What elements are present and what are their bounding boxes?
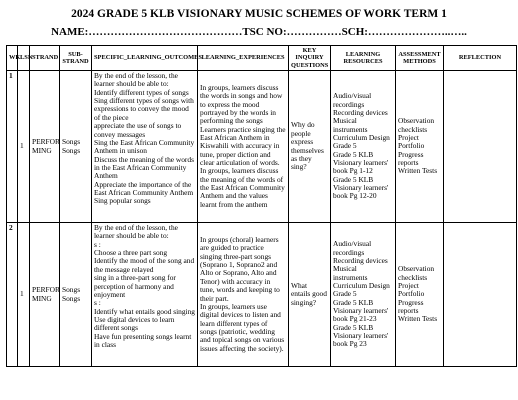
outcome-line: appreciate the use of songs to convey messages [94,121,182,139]
outcome-line: s : [94,239,101,249]
header-row [7,46,517,71]
assessment-line: Project [398,132,419,142]
assessment-line: Project [398,280,419,290]
header-outcomes: SPECIFIC_LEARNING_OUTCOMES [92,46,198,71]
outcome-line: By the end of the lesson, the learner should be able to: [94,223,178,241]
outcome-line: Sing popular songs [94,196,151,206]
outcome-line: Sing the East African Community Anthem in unison [94,137,195,156]
header-experiences: LEARNING_EXPERIENCES [198,46,289,71]
week-cell: 1 [7,71,18,223]
assessment-line: Observation checklists [398,116,435,134]
outcomes-cell [92,223,198,367]
experiences-cell [198,71,289,223]
resource-line: Musical instruments [333,116,368,134]
experience-line: Learners practice singing the East African Anthem in Kiswahili with accuracy in tune, proper diction and clear articulation of words. [200,124,286,168]
header-wk: WK [7,46,18,71]
experience-line: In groups, learners use digital devices to listen and learn different types of songs (patriotic, wedding and topical songs on various issues affecting the society). [200,301,285,353]
outcome-line: Sing different types of songs with expressions to convey the mood of the piece [94,96,194,122]
sub-strand-cell: Songs Songs [60,71,92,223]
document-title: 2024 GRADE 5 KLB VISIONARY MUSIC SCHEMES OF WORK TERM 1 [71,8,447,20]
week-cell: 2 [7,223,18,367]
resources-cell [331,223,396,367]
assessment-line: Written Tests [398,166,438,176]
header-key-questions: KEY INQUIRY QUESTIONS [289,46,331,71]
resource-line: Grade 5 KLB Visionary learners' book Pg 12-20 [333,174,389,201]
outcome-line: Discuss the meaning of the words in the East African Community Anthem [94,154,194,181]
table-row [7,223,517,367]
assessment-cell [396,223,444,367]
outcome-line: Use digital devices to learn different songs [94,314,175,333]
resource-line: Audio/visual recordings [333,91,372,109]
assessment-line: Written Tests [398,314,438,324]
lesson-cell: 1 [18,223,30,367]
resource-line: Curriculum Design Grade 5 [333,280,390,299]
key-question-cell: What entails good singing? [289,223,331,367]
assessment-line: Portfolio [398,141,425,151]
reflection-cell[interactable] [444,71,517,223]
outcome-line: Identify different types of songs [94,87,189,97]
resource-line: Grade 5 KLB Visionary learners' book Pg 21-23 [333,297,389,324]
resources-cell [331,71,396,223]
assessment-line: Observation checklists [398,264,435,282]
assessment-cell [396,71,444,223]
outcome-line: Identify what entails good singing [94,306,195,316]
header-assessment: ASSESSMENT METHODS [396,46,444,71]
outcome-line: By the end of the lesson, the learner should be able to: [94,71,178,89]
lesson-cell: 1 [18,71,30,223]
teacher-details-line: NAME:……………………………………TSC NO:……………SCH:…………………..….. [51,26,467,38]
outcome-line: Have fun presenting songs learnt in class [94,331,192,350]
outcome-line: Appreciate the importance of the East African Community Anthem [94,179,194,198]
scheme-table [6,45,517,367]
resource-line: Audio/visual recordings [333,239,372,257]
strand-cell: PERFOR MING [30,223,60,367]
resource-line: Grade 5 KLB Visionary learners' book Pg 23 [333,322,389,349]
experiences-cell [198,223,289,367]
resource-line: Recording devices [333,107,388,117]
experience-line: In groups, learners discuss the words in songs and how to express the mood portrayed by the words in performing the songs [200,82,283,126]
assessment-line: Progress reports [398,149,424,168]
header-reflection: REFLECTION [444,46,517,71]
resource-line: Musical instruments [333,264,368,282]
outcome-line: sing in a three-part song for perception of harmony and enjoyment [94,273,176,299]
resource-line: Grade 5 KLB Visionary learners' book Pg 1-12 [333,149,389,176]
header-strand: STRAND [30,46,60,71]
key-question-cell: Why do people express themselves as they sing? [289,71,331,223]
outcomes-cell [92,71,198,223]
header-lsn: LSN [18,46,30,71]
outcome-line: s : [94,298,101,308]
outcome-line: Identify the mood of the song and the message relayed [94,256,195,274]
strand-cell: PERFOR MING [30,71,60,223]
assessment-line: Portfolio [398,289,425,299]
header-resources: LEARNING RESOURCES [331,46,396,71]
outcome-line: Choose a three part song [94,248,168,258]
header-sub-strand: SUB-STRAND [60,46,92,71]
resource-line: Recording devices [333,255,388,265]
reflection-cell[interactable] [444,223,517,367]
experience-line: In groups (choral) learners are guided to practice singing three-part songs (Soprano 1, Soprano2 and Alto or Soprano, Alto and Tenor) with accuracy in tune, words and keeping to their part. [200,234,280,303]
assessment-line: Progress reports [398,297,424,316]
sub-strand-cell: Songs Songs [60,223,92,367]
resource-line: Curriculum Design Grade 5 [333,132,390,151]
experience-line: In groups, learners discuss the meaning of the words of the East African Community Anthem and the values learnt from the anthem [200,166,285,209]
table-row [7,71,517,223]
